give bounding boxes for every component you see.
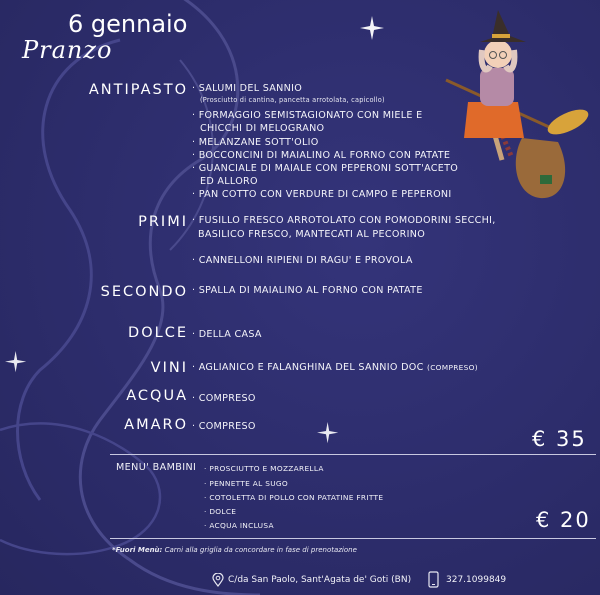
antipasto-item-2: · FORMAGGIO SEMISTAGIONATO CON MIELE E: [192, 110, 423, 121]
acqua-item: · COMPRESO: [192, 393, 256, 404]
fuori-menu-note: *Fuori Menù: Carni alla griglia da concordare in fase di prenotazione: [112, 546, 357, 554]
kids-item-5: · ACQUA INCLUSA: [204, 521, 274, 530]
antipasto-item-3: · MELANZANE SOTT'OLIO: [192, 137, 319, 148]
category-acqua: ACQUA: [126, 388, 188, 404]
location-pin-icon: [212, 573, 224, 587]
primi-item-1: · FUSILLO FRESCO ARROTOLATO CON POMODORINI SECCHI,: [192, 215, 496, 226]
kids-menu-title: MENU' BAMBINI: [116, 462, 197, 473]
antipasto-item-5: · GUANCIALE DI MAIALE CON PEPERONI SOTT'ACETO: [192, 163, 459, 174]
kids-item-2: · PENNETTE AL SUGO: [204, 479, 289, 488]
divider-top: [110, 454, 596, 455]
vini-item: · AGLIANICO E FALANGHINA DEL SANNIO DOC (COMPRESO): [192, 362, 478, 373]
antipasto-item-1: · SALUMI DEL SANNIO: [192, 83, 303, 94]
antipasto-item-5b: ED ALLORO: [200, 176, 258, 187]
befana-witch-illustration: [440, 10, 590, 205]
adult-price: € 35: [532, 427, 587, 451]
antipasto-item-4: · BOCCONCINI DI MAIALINO AL FORNO CON PATATE: [192, 150, 451, 161]
secondo-item: · SPALLA DI MAIALINO AL FORNO CON PATATE: [192, 285, 423, 296]
kids-item-1: · PROSCIUTTO E MOZZARELLA: [204, 464, 324, 473]
kids-item-3: · COTOLETTA DI POLLO CON PATATINE FRITTE: [204, 493, 384, 502]
dolce-item: · DELLA CASA: [192, 329, 262, 340]
kids-price: € 20: [536, 508, 591, 532]
address: C/da San Paolo, Sant'Agata de' Goti (BN): [228, 575, 412, 585]
antipasto-note: (Prosciutto di cantina, pancetta arrotolata, capicollo): [200, 96, 385, 104]
category-antipasto: ANTIPASTO: [88, 82, 188, 98]
page-title: Pranzo: [22, 36, 113, 64]
phone-icon: [428, 571, 439, 588]
category-amaro: AMARO: [124, 417, 188, 433]
category-vini: VINI: [150, 360, 188, 376]
amaro-item: · COMPRESO: [192, 421, 256, 432]
antipasto-item-6: · PAN COTTO CON VERDURE DI CAMPO E PEPERONI: [192, 189, 452, 200]
primi-item-1b: BASILICO FRESCO, MANTECATI AL PECORINO: [198, 229, 426, 240]
category-secondo: SECONDO: [100, 284, 188, 300]
kids-item-4: · DOLCE: [204, 507, 237, 516]
event-date: 6 gennaio: [68, 10, 188, 38]
primi-item-2: · CANNELLONI RIPIENI DI RAGU' E PROVOLA: [192, 255, 413, 266]
antipasto-item-2b: CHICCHI DI MELOGRANO: [200, 123, 325, 134]
divider-bottom: [110, 538, 596, 539]
category-dolce: DOLCE: [128, 325, 188, 341]
phone-number: 327.1099849: [446, 575, 507, 585]
category-primi: PRIMI: [138, 214, 188, 230]
